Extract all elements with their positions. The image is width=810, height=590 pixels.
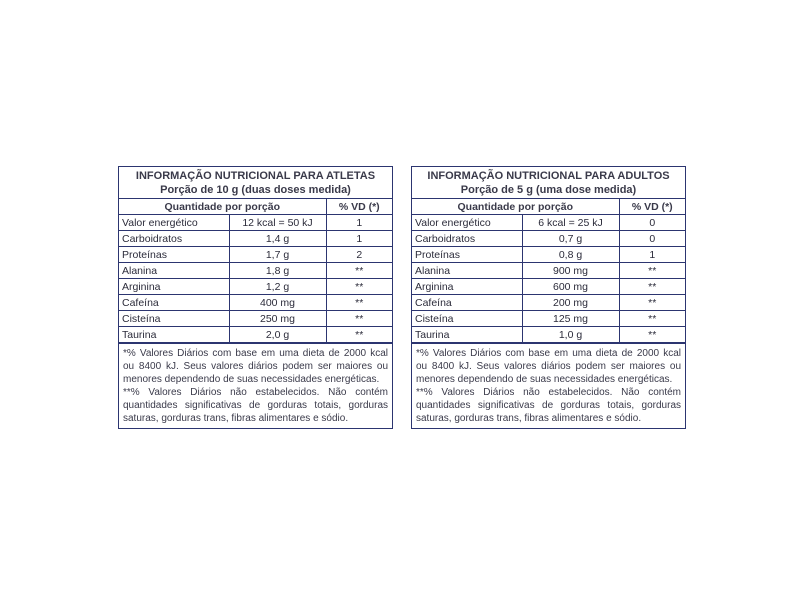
table-row xyxy=(119,311,392,327)
footnote-not-established: **% Valores Diários não estabelecidos. Não contém quantidades significativas de gorduras totais, gorduras saturas, gorduras trans, fibras alimentares e sódio. xyxy=(123,387,388,424)
table-row xyxy=(412,231,685,247)
nutrient-name: Valor energético xyxy=(119,215,229,231)
nutrient-amount: 125 mg xyxy=(522,311,619,327)
table-row xyxy=(119,295,392,311)
nutrient-amount: 0,8 g xyxy=(522,247,619,263)
nutrient-vd: ** xyxy=(619,263,685,279)
table-row xyxy=(412,215,685,231)
table-title: INFORMAÇÃO NUTRICIONAL PARA ADULTOS xyxy=(427,170,670,182)
nutrient-name: Taurina xyxy=(412,327,522,343)
table-row xyxy=(119,231,392,247)
nutrient-amount: 1,7 g xyxy=(229,247,326,263)
table-row xyxy=(412,279,685,295)
nutrient-amount: 1,4 g xyxy=(229,231,326,247)
nutrient-name: Carboidratos xyxy=(412,231,522,247)
nutrient-amount: 900 mg xyxy=(522,263,619,279)
nutrient-vd: ** xyxy=(619,295,685,311)
nutrient-name: Arginina xyxy=(412,279,522,295)
nutrient-amount: 0,7 g xyxy=(522,231,619,247)
nutrient-amount: 1,0 g xyxy=(522,327,619,343)
column-header-vd: % VD (*) xyxy=(326,199,392,215)
nutrient-vd: 1 xyxy=(326,231,392,247)
column-header-quantity: Quantidade por porção xyxy=(119,199,326,215)
nutrient-name: Proteínas xyxy=(119,247,229,263)
table-row xyxy=(119,247,392,263)
nutrient-amount: 6 kcal = 25 kJ xyxy=(522,215,619,231)
nutrient-name: Carboidratos xyxy=(119,231,229,247)
nutrient-amount: 2,0 g xyxy=(229,327,326,343)
column-header-vd: % VD (*) xyxy=(619,199,685,215)
nutrient-name: Alanina xyxy=(412,263,522,279)
nutrient-amount: 1,8 g xyxy=(229,263,326,279)
nutrient-table xyxy=(412,199,685,343)
nutrient-vd: ** xyxy=(326,311,392,327)
nutrition-table-athletes xyxy=(118,166,393,429)
column-header-row xyxy=(412,199,685,215)
nutrient-vd: ** xyxy=(326,279,392,295)
footnote-not-established: **% Valores Diários não estabelecidos. Não contém quantidades significativas de gorduras totais, gorduras saturas, gorduras trans, fibras alimentares e sódio. xyxy=(416,387,681,424)
nutrient-vd: 1 xyxy=(619,247,685,263)
nutrient-name: Cafeína xyxy=(119,295,229,311)
footnote xyxy=(412,343,685,428)
nutrient-amount: 600 mg xyxy=(522,279,619,295)
nutrient-vd: ** xyxy=(619,311,685,327)
table-row xyxy=(412,263,685,279)
column-header-quantity: Quantidade por porção xyxy=(412,199,619,215)
table-row xyxy=(412,327,685,343)
nutrient-vd: ** xyxy=(619,279,685,295)
nutrient-amount: 250 mg xyxy=(229,311,326,327)
nutrient-name: Cisteína xyxy=(119,311,229,327)
column-header-row xyxy=(119,199,392,215)
footnote-daily-values: *% Valores Diários com base em uma dieta de 2000 kcal ou 8400 kJ. Seus valores diários podem ser maiores ou menores dependendo de suas necessidades energéticas. xyxy=(416,348,681,385)
table-row xyxy=(412,311,685,327)
nutrient-name: Alanina xyxy=(119,263,229,279)
nutrient-name: Arginina xyxy=(119,279,229,295)
table-header xyxy=(119,167,392,199)
nutrient-amount: 400 mg xyxy=(229,295,326,311)
nutrient-amount: 12 kcal = 50 kJ xyxy=(229,215,326,231)
portion-size: Porção de 5 g (uma dose medida) xyxy=(460,184,637,196)
table-row xyxy=(119,327,392,343)
table-row xyxy=(119,279,392,295)
footnote-daily-values: *% Valores Diários com base em uma dieta de 2000 kcal ou 8400 kJ. Seus valores diários podem ser maiores ou menores dependendo de suas necessidades energéticas. xyxy=(123,348,388,385)
nutrient-name: Cisteína xyxy=(412,311,522,327)
nutrient-vd: 0 xyxy=(619,231,685,247)
nutrient-vd: ** xyxy=(326,295,392,311)
nutrition-table-adults xyxy=(411,166,686,429)
table-title: INFORMAÇÃO NUTRICIONAL PARA ATLETAS xyxy=(135,170,376,182)
portion-size: Porção de 10 g (duas doses medida) xyxy=(160,184,351,196)
table-row xyxy=(412,247,685,263)
table-header xyxy=(412,167,685,199)
nutrient-name: Proteínas xyxy=(412,247,522,263)
nutrient-amount: 1,2 g xyxy=(229,279,326,295)
nutrient-amount: 200 mg xyxy=(522,295,619,311)
nutrient-vd: 0 xyxy=(619,215,685,231)
nutrient-name: Valor energético xyxy=(412,215,522,231)
nutrient-name: Taurina xyxy=(119,327,229,343)
table-row xyxy=(119,215,392,231)
footnote xyxy=(119,343,392,428)
nutrient-vd: 2 xyxy=(326,247,392,263)
table-row xyxy=(412,295,685,311)
nutrient-vd: ** xyxy=(619,327,685,343)
nutrient-table xyxy=(119,199,392,343)
nutrient-name: Cafeína xyxy=(412,295,522,311)
nutrient-vd: 1 xyxy=(326,215,392,231)
nutrient-vd: ** xyxy=(326,263,392,279)
nutrient-vd: ** xyxy=(326,327,392,343)
table-row xyxy=(119,263,392,279)
